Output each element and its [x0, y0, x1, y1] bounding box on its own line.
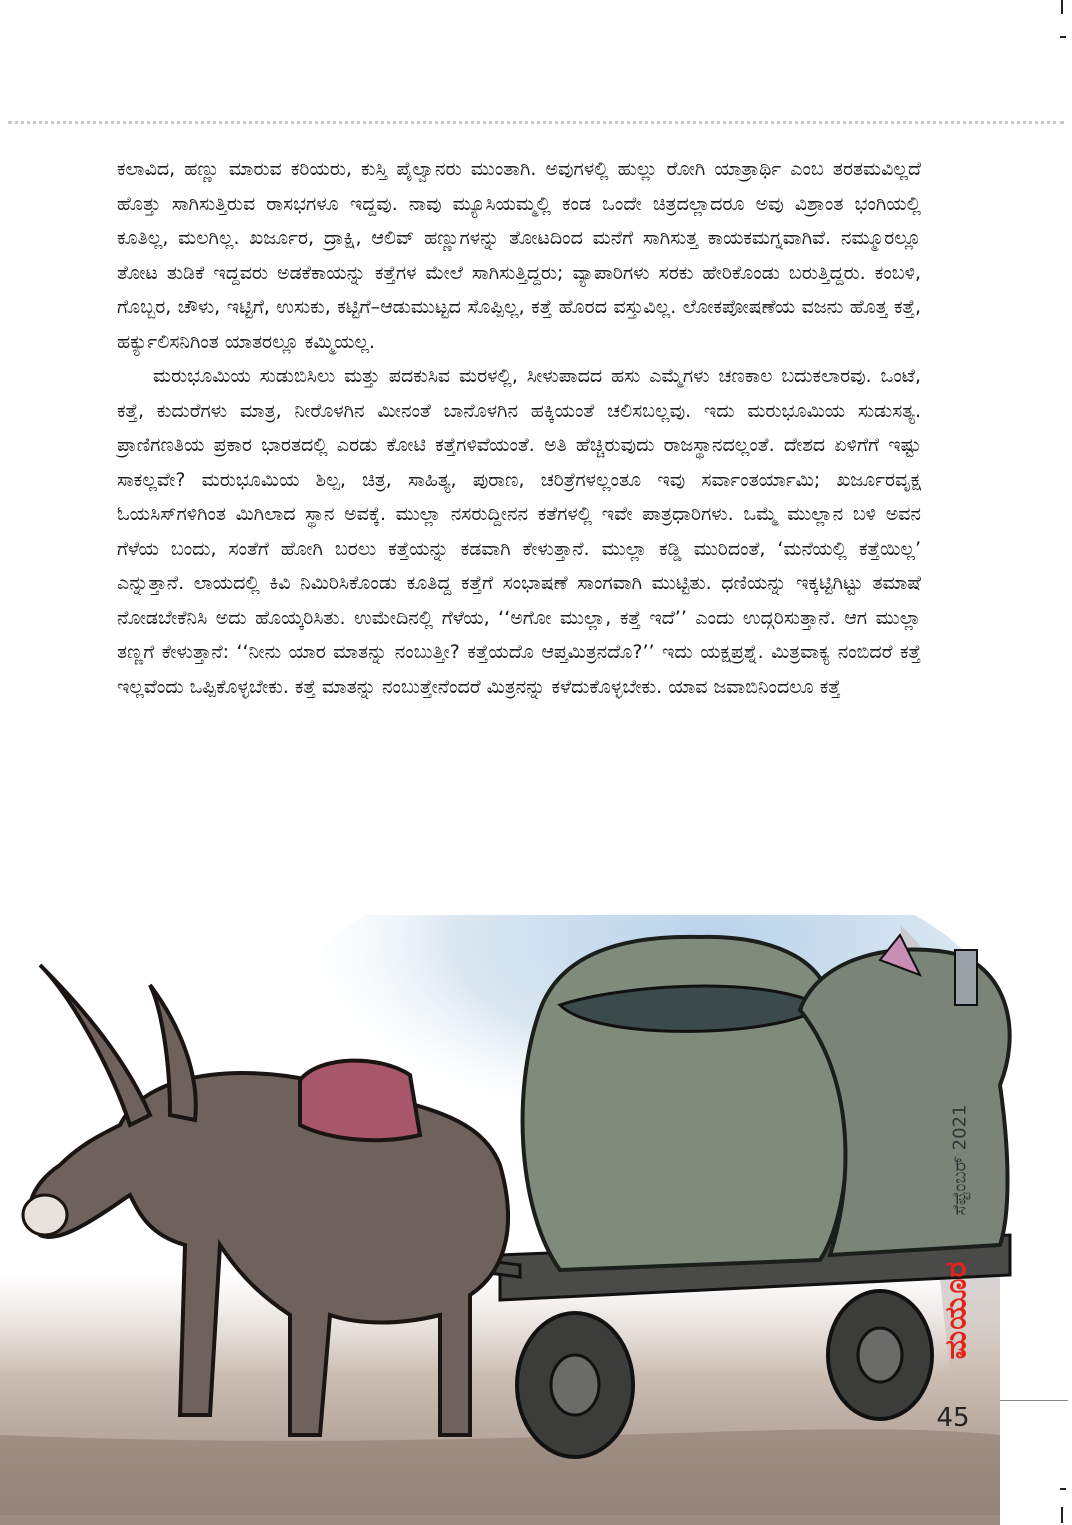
- header-dotted-rule: [8, 121, 1064, 124]
- article-body: [117, 152, 921, 704]
- crop-mark-right-top: [1060, 36, 1066, 38]
- article-paragraph-2: ಮರುಭೂಮಿಯ ಸುಡುಬಿಸಿಲು ಮತ್ತು ಪದಕುಸಿವ ಮರಳಲ್ಲಿ, ಸೀಳುಪಾದದ ಹಸು ಎಮ್ಮೆಗಳು ಚಣಕಾಲ ಬದುಕಲಾರವು. ಒಂಟೆ, ಕತ್ತೆ, ಕುದುರೆಗಳು ಮಾತ್ರ, ನೀರೊಳಗಿನ ಮೀನಂತೆ ಬಾನೊಳಗಿನ ಹಕ್ಕಿಯಂತೆ ಚಲಿಸಬಲ್ಲವು. ಇದು ಮರುಭೂಮಿಯ ಸುಡುಸತ್ಯ. ಪ್ರಾಣಿಗಣತಿಯ ಪ್ರಕಾರ ಭಾರತದಲ್ಲಿ ಎರಡು ಕೋಟಿ ಕತ್ತೆಗಳಿವೆಯಂತೆ. ಅತಿ ಹೆಚ್ಚಿರುವುದು ರಾಜಸ್ಥಾನದಲ್ಲಂತೆ. ದೇಶದ ಏಳಿಗೆಗೆ ಇಷ್ಟು ಸಾಕಲ್ಲವೇ? ಮರುಭೂಮಿಯ ಶಿಲ್ಪ, ಚಿತ್ರ, ಸಾಹಿತ್ಯ, ಪುರಾಣ, ಚರಿತ್ರೆಗಳಲ್ಲಂತೂ ಇವು ಸರ್ವಾಂತರ್ಯಾಮಿ; ಖರ್ಜೂರವೃಕ್ಷ ಓಯಸಿಸ್‌ಗಳಿಗಿಂತ ಮಿಗಿಲಾದ ಸ್ಥಾನ ಅವಕ್ಕೆ. ಮುಲ್ಲಾ ನಸರುದ್ದೀನನ ಕತೆಗಳಲ್ಲಿ ಇವೇ ಪಾತ್ರಧಾರಿಗಳು. ಒಮ್ಮೆ ಮುಲ್ಲಾನ ಬಳಿ ಅವನ ಗೆಳೆಯ ಬಂದು, ಸಂತೆಗೆ ಹೋಗಿ ಬರಲು ಕತ್ತೆಯನ್ನು ಕಡವಾಗಿ ಕೇಳುತ್ತಾನೆ. ಮುಲ್ಲಾ ಕಡ್ಡಿ ಮುರಿದಂತೆ, ‘ಮನೆಯಲ್ಲಿ ಕತ್ತೆಯಿಲ್ಲ’ ಎನ್ನುತ್ತಾನೆ. ಲಾಯದಲ್ಲಿ ಕಿವಿ ನಿಮಿರಿಸಿಕೊಂಡು ಕೂತಿದ್ದ ಕತ್ತೆಗೆ ಸಂಭಾಷಣೆ ಸಾಂಗವಾಗಿ ಮುಟ್ಟಿತು. ಧಣಿಯನ್ನು ಇಕ್ಕಟ್ಟಿಗಿಟ್ಟು ತಮಾಷೆ ನೋಡಬೇಕೆನಿಸಿ ಅದು ಹೊಯ್ಕರಿಸಿತು. ಉಮೇದಿನಲ್ಲಿ ಗೆಳೆಯ, ‘‘ಅಗೋ ಮುಲ್ಲಾ, ಕತ್ತೆ ಇದೆ’’ ಎಂದು ಉದ್ಗರಿಸುತ್ತಾನೆ. ಆಗ ಮುಲ್ಲಾ ತಣ್ಣಗೆ ಕೇಳುತ್ತಾನೆ: ‘‘ನೀನು ಯಾರ ಮಾತನ್ನು ನಂಬುತ್ತೀ? ಕತ್ತೆಯದೊ ಆಪ್ತಮಿತ್ರನದೊ?’’ ಇದು ಯಕ್ಷಪ್ರಶ್ನೆ. ಮಿತ್ರವಾಕ್ಯ ನಂಬಿದರೆ ಕತ್ತೆ ಇಲ್ಲವೆಂದು ಒಪ್ಪಿಕೊಳ್ಳಬೇಕು. ಕತ್ತೆ ಮಾತನ್ನು ನಂಬುತ್ತೇನೆಂದರೆ ಮಿತ್ರನನ್ನು ಕಳೆದುಕೊಳ್ಳಬೇಕು. ಯಾವ ಜವಾಬಿನಿಂದಲೂ ಕತ್ತೆ: [117, 365, 921, 698]
- donkey-cart-illustration: [0, 915, 1072, 1525]
- magazine-brand-text: ಮಯೂರ: [938, 1260, 974, 1360]
- magazine-brand: [928, 1240, 984, 1380]
- page-number: 45: [936, 1403, 970, 1433]
- article-paragraph-1: ಕಲಾವಿದ, ಹಣ್ಣು ಮಾರುವ ಕರಿಯರು, ಕುಸ್ತಿ ಪೈಲ್ವಾನರು ಮುಂತಾಗಿ. ಅವುಗಳಲ್ಲಿ ಹುಲ್ಲು ರೋಗಿ ಯಾತ್ರಾರ್ಥಿ ಎಂಬ ತರತಮವಿಲ್ಲದೆ ಹೊತ್ತು ಸಾಗಿಸುತ್ತಿರುವ ರಾಸಭಗಳೂ ಇದ್ದವು. ನಾವು ಮ್ಯೂಸಿಯಮ್ಮಲ್ಲಿ ಕಂಡ ಒಂದೇ ಚಿತ್ರದಲ್ಲಾದರೂ ಅವು ವಿಶ್ರಾಂತ ಭಂಗಿಯಲ್ಲಿ ಕೂತಿಲ್ಲ, ಮಲಗಿಲ್ಲ. ಖರ್ಜೂರ, ದ್ರಾಕ್ಷಿ, ಆಲಿವ್ ಹಣ್ಣುಗಳನ್ನು ತೋಟದಿಂದ ಮನೆಗೆ ಸಾಗಿಸುತ್ತ ಕಾಯಕಮಗ್ನವಾಗಿವೆ. ನಮ್ಮೂರಲ್ಲೂ ತೋಟ ತುಡಿಕೆ ಇದ್ದವರು ಅಡಕೆಕಾಯನ್ನು ಕತ್ತೆಗಳ ಮೇಲೆ ಸಾಗಿಸುತ್ತಿದ್ದರು; ವ್ಯಾಪಾರಿಗಳು ಸರಕು ಹೇರಿಕೊಂಡು ಬರುತ್ತಿದ್ದರು. ಕಂಬಳಿ, ಗೊಬ್ಬರ, ಚೌಳು, ಇಟ್ಟಿಗೆ, ಉಸುಕು, ಕಟ್ಟಿಗೆ–ಆಡುಮುಟ್ಟದ ಸೊಪ್ಪಿಲ್ಲ, ಕತ್ತೆ ಹೊರದ ವಸ್ತುವಿಲ್ಲ. ಲೋಕಪೋಷಣೆಯ ವಜನು ಹೊತ್ತ ಕತ್ತೆ, ಹರ್ಕ್ಯುಲಿಸನಿಗಿಂತ ಯಾತರಲ್ಲೂ ಕಮ್ಮಿಯಲ್ಲ.: [117, 158, 921, 353]
- crop-mark-top: [1061, 0, 1063, 14]
- issue-date-label: [930, 1100, 990, 1220]
- page-number-rule: [1000, 1400, 1068, 1401]
- issue-date-text: ಸೆಪ್ಟೆಂಬರ್ 2021: [949, 1104, 971, 1216]
